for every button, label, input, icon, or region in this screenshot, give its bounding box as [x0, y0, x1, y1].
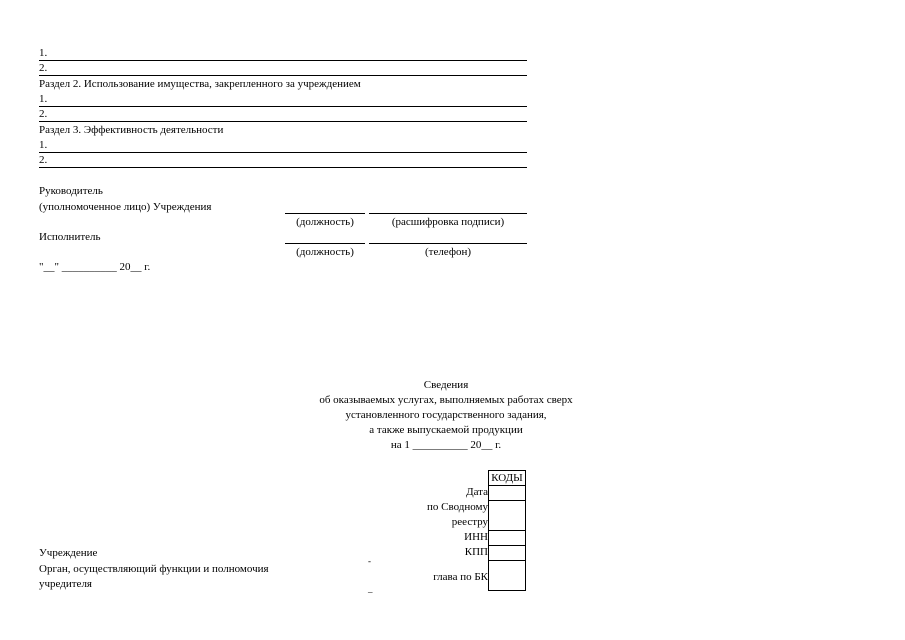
date-label: Дата — [466, 486, 488, 498]
registry-label: по Сводному — [426, 501, 488, 513]
codes-table — [488, 470, 526, 591]
row-divider — [39, 121, 527, 122]
report-date: на 1 __________ 20__ г. — [390, 439, 502, 451]
row-1: 1. — [39, 47, 48, 59]
executor-position-caption: (должность) — [296, 246, 354, 258]
section-3-row-2: 2. — [39, 154, 48, 166]
registry-label-2: реестру — [451, 516, 488, 528]
row-divider — [39, 152, 527, 153]
institution-field-mark: - — [368, 556, 371, 566]
row-divider — [39, 106, 527, 107]
position-signature-line — [285, 213, 365, 214]
report-title: Сведения — [423, 379, 469, 391]
date-line: "__" __________ 20__ г. — [39, 261, 151, 273]
codes-header: КОДЫ — [489, 471, 526, 486]
founder-label-2: учредителя — [39, 578, 92, 590]
row-2: 2. — [39, 62, 48, 74]
section-3-row-1: 1. — [39, 139, 48, 151]
section-3-heading: Раздел 3. Эффективность деятельности — [39, 124, 224, 136]
decode-signature-line — [369, 213, 527, 214]
row-divider — [39, 167, 527, 168]
row-divider — [39, 60, 527, 61]
report-subtitle-1: об оказываемых услугах, выполняемых работах сверх — [319, 394, 573, 406]
bk-label: глава по БК — [433, 571, 488, 583]
row-divider — [39, 75, 527, 76]
founder-label: Орган, осуществляющий функции и полномочия — [39, 563, 269, 575]
section-2-row-1: 1. — [39, 93, 48, 105]
section-2-heading: Раздел 2. Использование имущества, закрепленного за учреждением — [39, 78, 361, 90]
executor-label: Исполнитель — [39, 231, 101, 243]
decode-caption: (расшифровка подписи) — [391, 216, 505, 228]
section-2-row-2: 2. — [39, 108, 48, 120]
founder-field-mark: _ — [368, 584, 373, 594]
executor-position-line — [285, 243, 365, 244]
kpp-label: КПП — [464, 546, 488, 558]
code-cell-registry — [489, 501, 526, 531]
code-cell-bk — [489, 561, 526, 591]
authorized-person-label: (уполномоченное лицо) Учреждения — [39, 201, 212, 213]
head-label: Руководитель — [39, 185, 103, 197]
report-subtitle-2: установленного государственного задания, — [345, 409, 547, 421]
report-subtitle-3: а также выпускаемой продукции — [369, 424, 523, 436]
position-caption: (должность) — [296, 216, 354, 228]
institution-label: Учреждение — [39, 547, 98, 559]
code-cell-date — [489, 486, 526, 501]
code-cell-inn — [489, 531, 526, 546]
inn-label: ИНН — [464, 531, 488, 543]
code-cell-kpp — [489, 546, 526, 561]
phone-caption: (телефон) — [424, 246, 472, 258]
executor-phone-line — [369, 243, 527, 244]
